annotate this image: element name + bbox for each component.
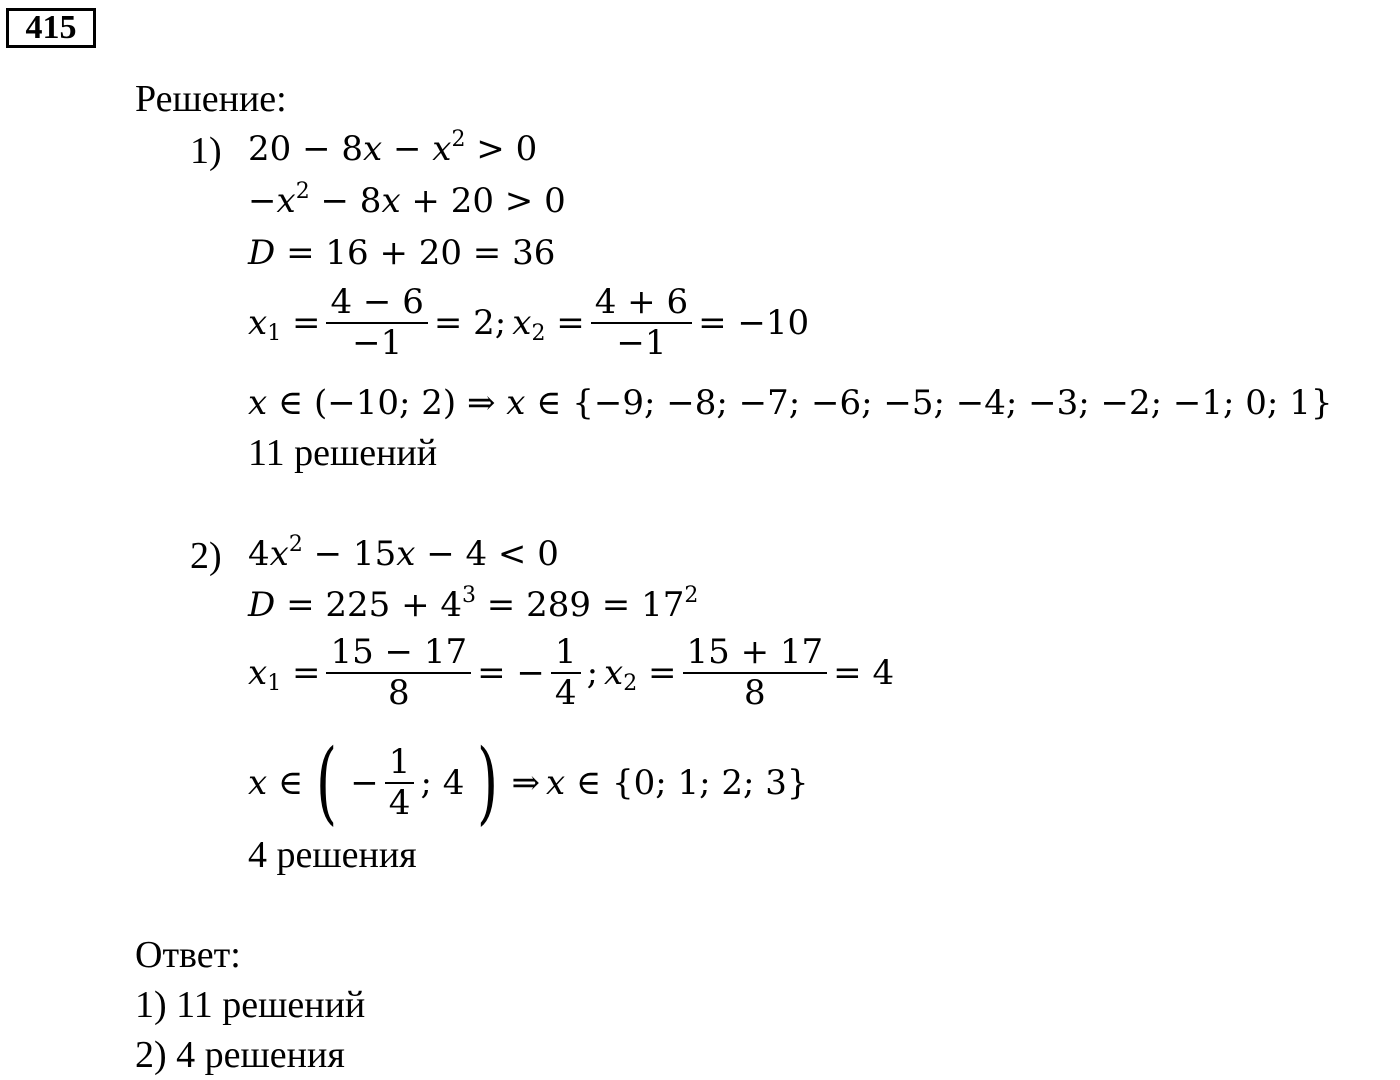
part1-discriminant: D = 16 + 20 = 36 [248,233,556,273]
part2-x2-fraction: $\frac{15 + 17}{8}$ [683,633,828,713]
part2-x1-fraction: $\frac{15 - 17}{8}$ [326,633,471,713]
answer-line-1: 1) 11 решений [135,984,366,1026]
part1-x1-fraction: $\frac{4 - 6}{-1}$ [326,283,427,363]
solution-label: Решение: [135,78,287,120]
part1-rearranged: $-x^2 - 8x + 20 > 0$ [248,179,566,221]
part1-interval: x ∈ (−10; 2) ⇒ x ∈ {−9; −8; −7; −6; −5; −4; −3; −2; −1; 0; 1} [248,383,1333,423]
part2-label: 2) [190,535,222,577]
part1-roots: $x_1$ = $\frac{4 - 6}{-1}$ = 2; $x_2$ = $\frac{4 + 6}{-1}$ = −10 [248,282,810,364]
answer-label: Ответ: [135,934,241,976]
part2-quarter-fraction: $\frac{1}{4}$ [551,633,581,713]
part2-interval: x ∈ ( − $\frac{1}{4}$ ; 4 ) ⇒ x ∈ {0; 1; 2; 3} [248,730,809,835]
problem-number-badge: 415 [6,8,96,48]
part2-discriminant: $D = 225 + 4^3 = 289 = 17^2$ [248,583,699,625]
part1-x2-fraction: $\frac{4 + 6}{-1}$ [591,283,692,363]
part2-roots: $x_1$ = $\frac{15 - 17}{8}$ = − $\frac{1}{4}$ ; $x_2$ = $\frac{15 + 17}{8}$ = 4 [248,632,895,714]
part2-inequality: $4x^2 - 15x - 4 < 0$ [248,532,559,574]
part2-count: 4 решения [248,834,417,876]
part1-count: 11 решений [248,432,438,474]
part1-label: 1) [190,130,222,172]
part1-inequality: $20 - 8x - x^2 > 0$ [248,127,538,169]
answer-line-2: 2) 4 решения [135,1034,345,1076]
part2-interval-fraction: $\frac{1}{4}$ [385,743,415,823]
